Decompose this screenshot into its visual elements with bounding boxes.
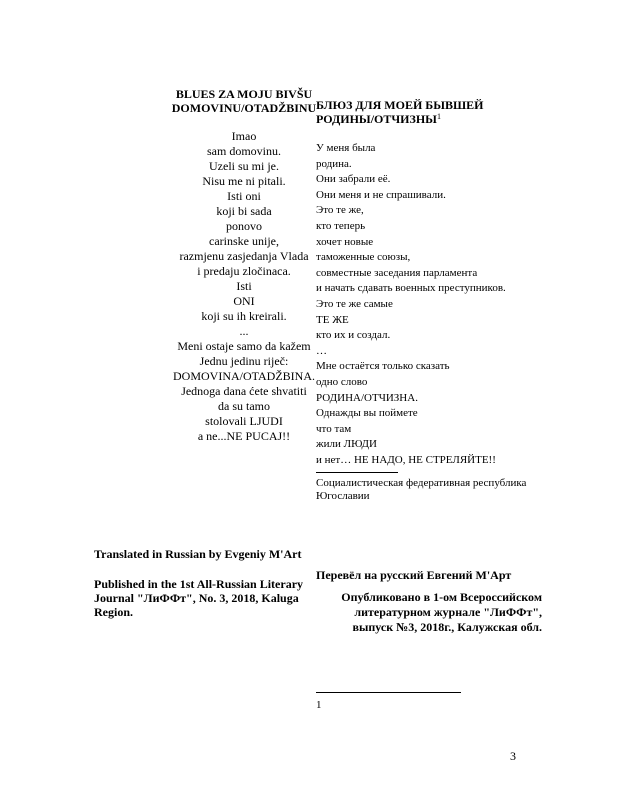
- poem-line: и начать сдавать военных преступников.: [316, 282, 506, 295]
- poem-line: Uzeli su mi je.: [209, 159, 279, 173]
- poem-line: совместные заседания парламента: [316, 266, 478, 279]
- translated-credit: Translated in Russian by Evgeniy M'Art: [94, 547, 302, 561]
- poem-line: Meni ostaje samo da kažem: [177, 339, 311, 353]
- poem-line: sam domovinu.: [207, 144, 281, 158]
- page-number: 3: [510, 749, 516, 763]
- poem-line: кто их и создал.: [316, 329, 391, 342]
- right-title-line-1: БЛЮЗ ДЛЯ МОЕЙ БЫВШЕЙ: [316, 98, 484, 112]
- poem-line: razmjenu zasjedanja Vlada: [179, 249, 309, 263]
- poem-line: Jednoga dana ćete shvatiti: [181, 384, 307, 398]
- poem-line: carinske unije,: [209, 234, 279, 248]
- right-title-line-2-text: РОДИНЫ/ОТЧИЗНЫ: [316, 112, 437, 126]
- poem-line: a ne...NE PUCAJ!!: [197, 429, 291, 443]
- poem-line: РОДИНА/ОТЧИЗНА.: [316, 391, 418, 404]
- poem-line: Они забрали её.: [316, 173, 391, 186]
- poem-line: ...: [239, 324, 249, 338]
- poem-line: Мне остаётся только сказать: [316, 360, 450, 373]
- poem-line: …: [316, 344, 327, 357]
- poem-line: Однажды вы поймете: [316, 407, 418, 420]
- left-title-line-2: DOMOVINU/OTADŽBINU: [171, 100, 317, 115]
- poem-line: жили ЛЮДИ: [316, 438, 377, 451]
- left-title-line-1: BLUES ZA MOJU BIVŠU: [175, 87, 313, 101]
- published-credit: Published in the 1st All-Russian Literary Journal "ЛиФФт", No. 3, 2018, Kaluga Region.: [94, 577, 304, 619]
- footnote-divider: [316, 692, 461, 693]
- poem-line: У меня была: [316, 142, 376, 154]
- right-poem-title: [316, 98, 576, 126]
- poem-line: da su tamo: [218, 399, 270, 413]
- poem-line: одно слово: [316, 375, 368, 388]
- poem-line: Isti oni: [227, 189, 261, 203]
- poem-line: i predaju zločinaca.: [197, 264, 291, 278]
- right-poem-body: [316, 141, 586, 468]
- footnote-number: 1: [316, 699, 322, 711]
- poem-line: stolovali LJUDI: [205, 414, 283, 428]
- poem-line: и нет… НЕ НАДО, НЕ СТРЕЛЯЙТЕ!!: [316, 453, 496, 466]
- poem-line: koji bi sada: [216, 204, 272, 218]
- poem-line: Jednu jedinu riječ:: [199, 354, 289, 368]
- poem-line: таможенные союзы,: [316, 251, 411, 264]
- poem-line: Imao: [231, 129, 257, 143]
- poem-line: Это те же,: [316, 204, 364, 217]
- poem-line: ponovo: [226, 219, 262, 233]
- perevel-credit: Перевёл на русский Евгений М'Арт: [316, 568, 512, 582]
- poem-line: Nisu me ni pitali.: [202, 174, 286, 188]
- poem-line: кто теперь: [316, 219, 366, 232]
- poem-line: ONI: [233, 294, 255, 308]
- poem-line: Isti: [236, 279, 252, 293]
- poem-line: Это те же самые: [316, 297, 393, 310]
- footnote-reference[interactable]: 1: [436, 112, 441, 121]
- footnote-divider-short: [316, 472, 398, 473]
- right-title-line-2: [316, 112, 576, 126]
- poem-line: Они меня и не спрашивали.: [316, 188, 446, 201]
- poem-line: koji su ih kreirali.: [201, 309, 287, 323]
- poem-line: родина.: [316, 157, 352, 170]
- opublikovano-credit: Опубликовано в 1-ом Всероссийском литературном журнале "ЛиФФт", выпуск №3, 2018г., Калужская обл.: [341, 590, 542, 634]
- poem-line: DOMOVINA/OTADŽBINA.: [172, 369, 316, 383]
- poem-line: что там: [316, 422, 352, 435]
- poem-line: хочет новые: [316, 235, 374, 248]
- poem-line: ТЕ ЖЕ: [316, 313, 349, 326]
- footnote-text: Социалистическая федеративная республика Югославии: [316, 477, 527, 502]
